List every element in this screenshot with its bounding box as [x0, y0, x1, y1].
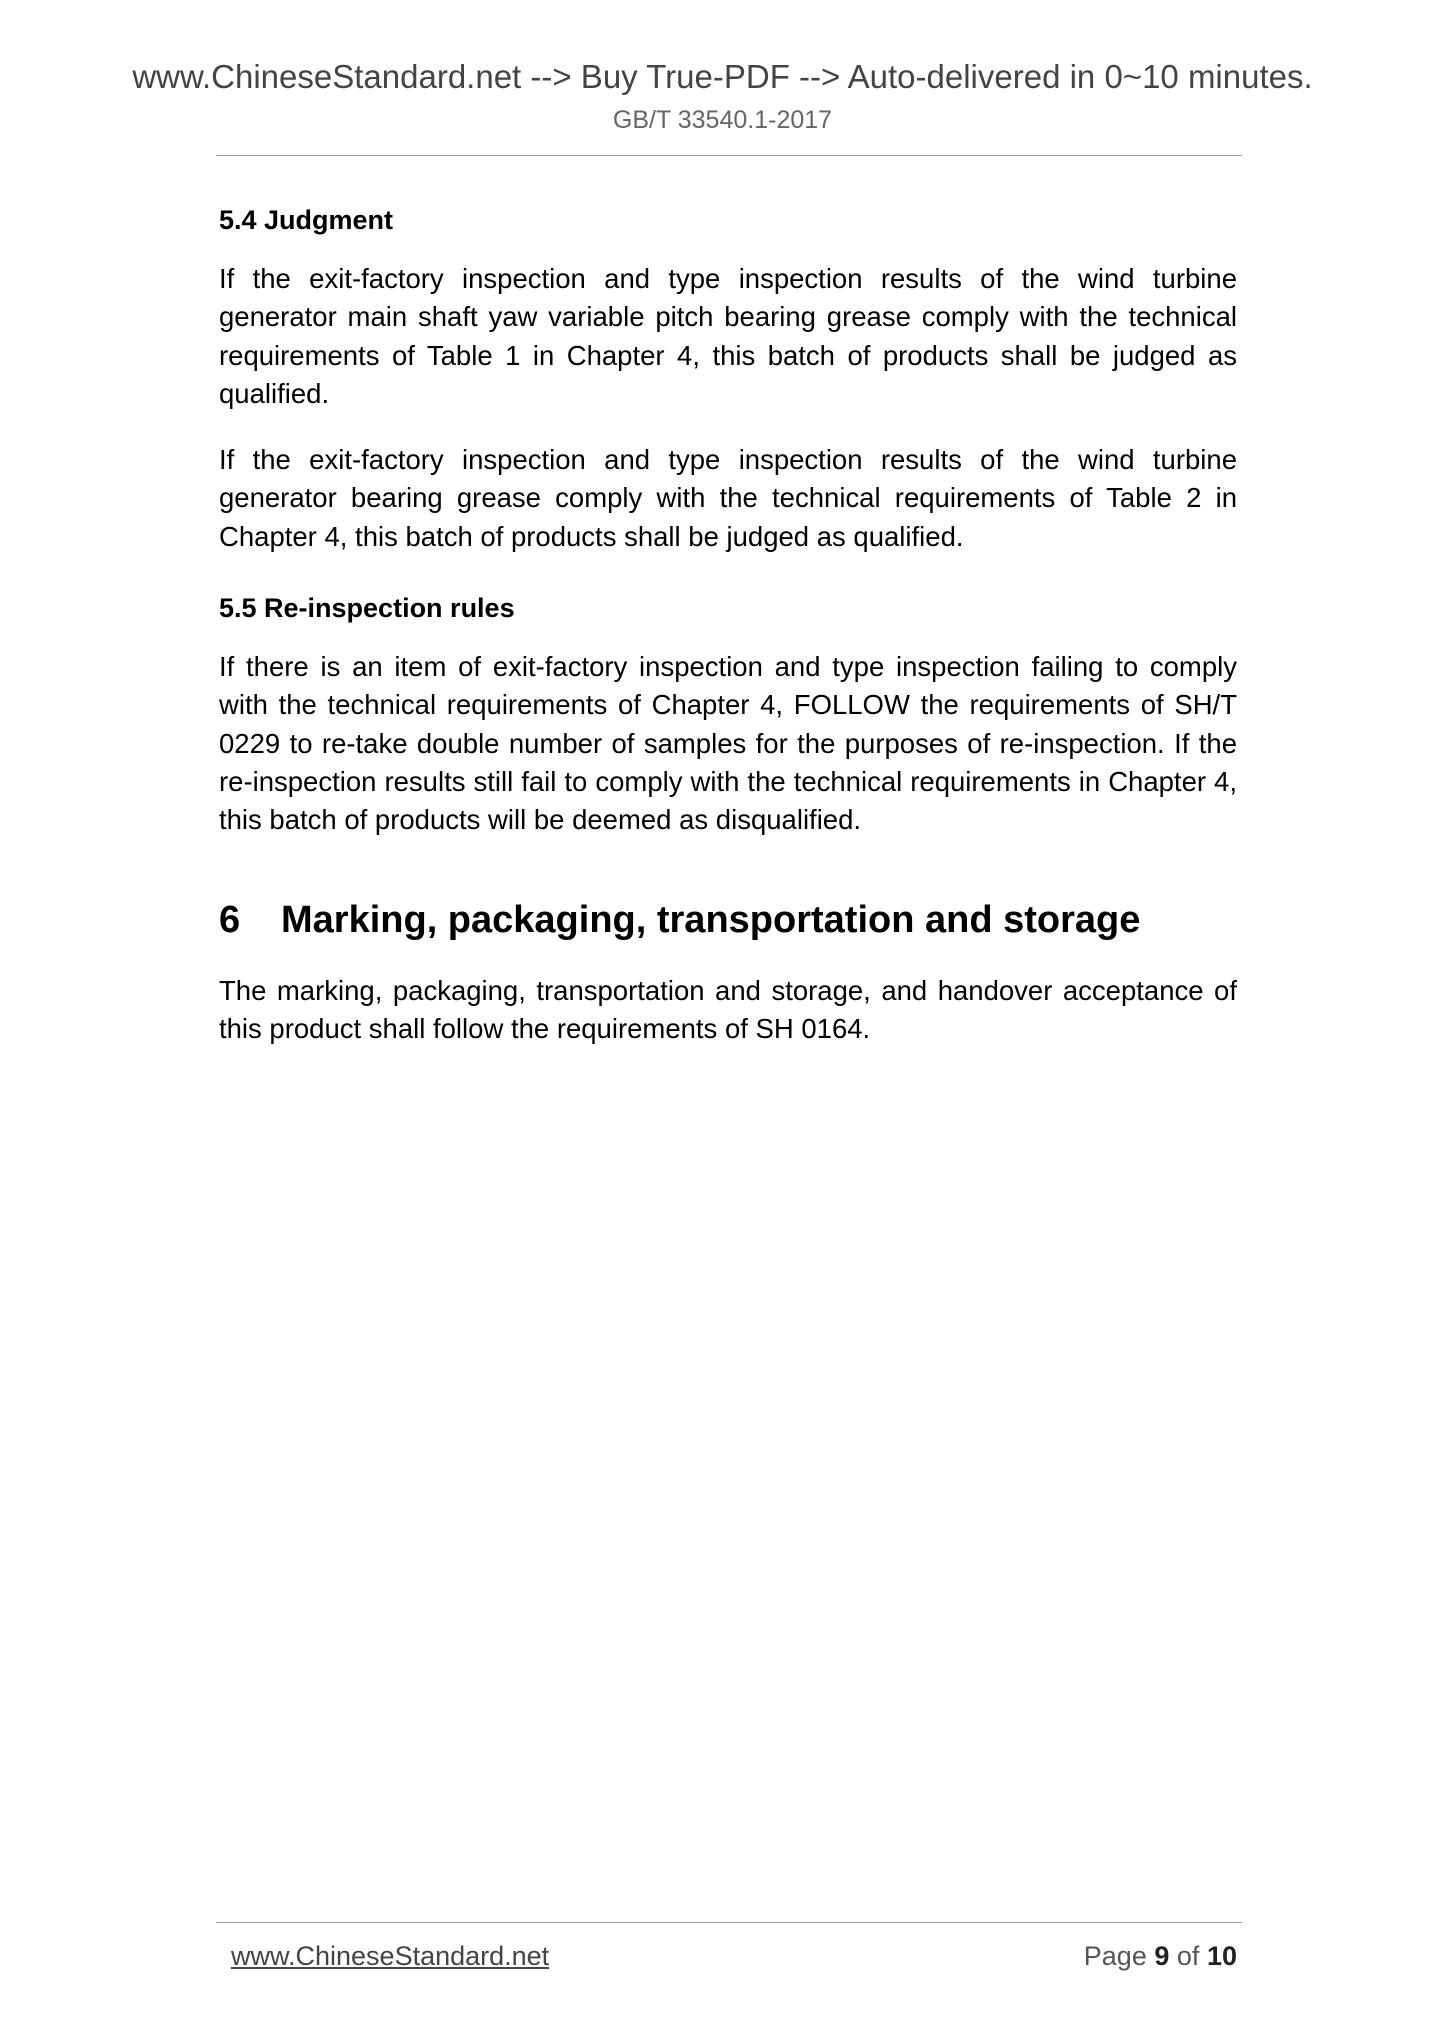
page-indicator [1084, 1941, 1237, 1972]
section-6-heading [219, 890, 1237, 950]
section-5-5-paragraph-1: If there is an item of exit-factory inspection and type inspection failing to comply with the technical requirements of Chapter 4, FOLLOW the requirements of SH/T 0229 to re-take double number of samples for the purposes of re-inspection. If the re-inspection results still fail to comply with the technical requirements in Chapter 4, this batch of products will be deemed as disqualified. [219, 651, 1237, 836]
standard-code: GB/T 33540.1-2017 [612, 106, 833, 134]
header-banner: www.ChineseStandard.net --> Buy True-PDF --> Auto-delivered in 0~10 minutes. [132, 58, 1313, 95]
current-page-number: 9 [1154, 1941, 1170, 1971]
page-word: Page [1083, 1941, 1147, 1971]
section-5-4-paragraph-1: If the exit-factory inspection and type inspection results of the wind turbine generator main shaft yaw variable pitch bearing grease comply with the technical requirements of Table 1 in Chapter 4, this batch of products shall be judged as qualified. [219, 263, 1237, 409]
section-5-4-heading: 5.4 Judgment [219, 205, 394, 235]
header-divider [216, 155, 1242, 156]
section-6-paragraph-1: The marking, packaging, transportation and storage, and handover acceptance of this product shall follow the requirements of SH 0164. [219, 974, 1237, 1044]
footer-divider [216, 1922, 1242, 1923]
footer-website-link[interactable]: www.ChineseStandard.net [231, 1941, 550, 1971]
section-5-5-heading: 5.5 Re-inspection rules [219, 593, 515, 624]
document-body [219, 196, 1237, 1076]
section-5-4-paragraph-2: If the exit-factory inspection and type inspection results of the wind turbine generator bearing grease comply with the technical requirements of Table 2 in Chapter 4, this batch of products shall be judged as qualified. [219, 444, 1237, 552]
total-pages-number: 10 [1206, 1941, 1237, 1971]
of-word: of [1176, 1941, 1200, 1971]
section-6-title: Marking, packaging, transportation and storage [281, 898, 1141, 941]
section-6-number: 6 [219, 898, 241, 941]
